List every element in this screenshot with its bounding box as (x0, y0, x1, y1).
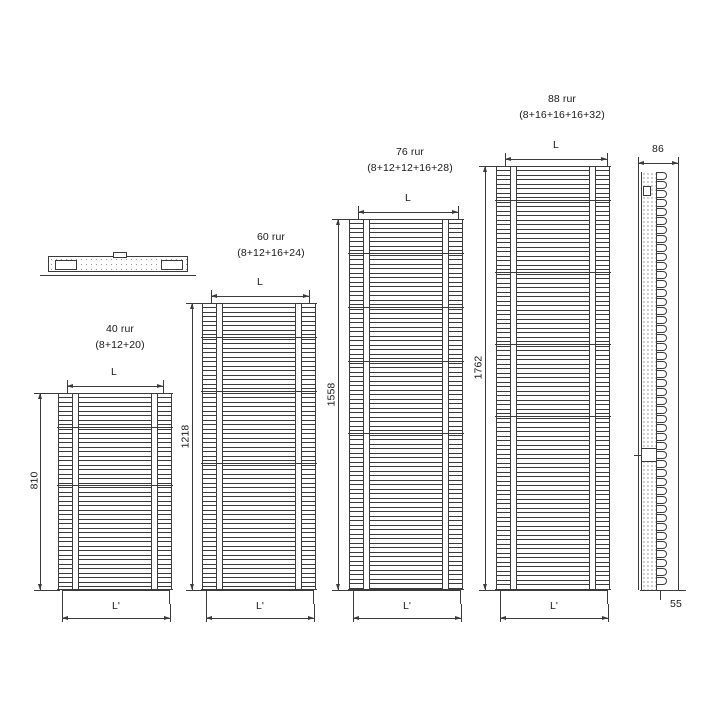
variant-88-width-dim-line (505, 159, 607, 160)
section-tube-profile (657, 514, 667, 522)
radiator-60-rail-right (295, 303, 302, 590)
section-tube-profile (657, 316, 667, 324)
plan-baseline (40, 275, 196, 276)
section-tube-profile (657, 208, 667, 216)
section-valve-block (641, 448, 657, 462)
radiator-40-break-1 (57, 427, 173, 428)
radiator-88-break-3 (495, 344, 611, 345)
radiator-76-break-3 (348, 361, 464, 362)
section-right-extent (678, 166, 679, 590)
variant-40-base-label: L' (111, 600, 121, 612)
radiator-76 (349, 219, 463, 590)
plan-inner-right (161, 260, 183, 270)
variant-40-base-ext-right (170, 604, 171, 622)
section-tube-profile (657, 532, 667, 540)
section-tube-profile (657, 397, 667, 405)
radiator-40-cap-top (57, 393, 173, 394)
variant-76-base-ext-right (461, 604, 462, 622)
variant-88-base-ext-right (608, 604, 609, 622)
radiator-60-break-3 (201, 463, 317, 464)
variant-76-tubes-label: 76 rur (395, 146, 425, 158)
radiator-40-rail-left (72, 393, 79, 590)
variant-88-base-ext-left (500, 604, 501, 622)
section-bottom-dim-line (660, 590, 661, 600)
radiator-60-break-1 (201, 337, 317, 338)
section-depth-label: 86 (652, 143, 664, 155)
radiator-88-rail-right (589, 166, 596, 590)
radiator-60 (202, 303, 316, 590)
section-tube-profile (657, 343, 667, 351)
radiator-88-break-1 (495, 200, 611, 201)
variant-60-height-ext-top (186, 303, 210, 304)
section-tube-profiles (657, 172, 671, 590)
section-tube-profile (657, 181, 667, 189)
radiator-76-break-2 (348, 307, 464, 308)
section-tube-profile (657, 541, 667, 549)
section-left-extent (638, 166, 639, 590)
section-tube-profile (657, 478, 667, 486)
variant-60-width-label: L (257, 276, 263, 288)
radiator-88 (496, 166, 610, 590)
section-tube-profile (657, 190, 667, 198)
variant-40-height-ext-top (34, 393, 60, 394)
variant-88-tubes-label: 88 rur (547, 93, 577, 105)
section-tube-profile (657, 244, 667, 252)
section-tube-profile (657, 442, 667, 450)
section-tube-profile (657, 433, 667, 441)
section-tube-profile (657, 361, 667, 369)
variant-76-base-dim-line (353, 618, 461, 619)
variant-40-width-dim-line (67, 386, 163, 387)
section-tube-profile (657, 505, 667, 513)
variant-40-height-dim-line (40, 393, 41, 590)
radiator-40-rail-right (151, 393, 158, 590)
variant-76-height-dim-line (338, 219, 339, 590)
section-tube-profile (657, 199, 667, 207)
variant-40-height-ext-bottom (34, 590, 60, 591)
section-tube-profile (657, 298, 667, 306)
section-valve-leader (634, 455, 642, 456)
section-tube-profile (657, 496, 667, 504)
variant-76-width-label: L (405, 192, 411, 204)
section-tube-profile (657, 406, 667, 414)
variant-40-base-ext-left (62, 604, 63, 622)
variant-40-height-label: 810 (28, 471, 41, 490)
variant-76-base-label: L' (402, 600, 412, 612)
radiator-88-rail-left (510, 166, 517, 590)
variant-60-height-dim-line (192, 303, 193, 590)
section-tube-profile (657, 487, 667, 495)
variant-76-base-ext-left (353, 604, 354, 622)
variant-60-base-ext-right (314, 604, 315, 622)
section-tube-profile (657, 451, 667, 459)
variant-60-base-label: L' (255, 600, 265, 612)
variant-40-width-label: L (111, 366, 117, 378)
variant-88-width-label: L (553, 139, 559, 151)
radiator-76-cap-top (348, 219, 464, 220)
radiator-88-break-2 (495, 272, 611, 273)
section-bottom-label: 55 (670, 598, 682, 610)
variant-60-base-dim-line (206, 618, 314, 619)
section-tube-profile (657, 460, 667, 468)
variant-60-base-ext-left (206, 604, 207, 622)
radiator-76-break-1 (348, 253, 464, 254)
section-tube-profile (657, 226, 667, 234)
variant-88-base-label: L' (549, 600, 559, 612)
variant-76-height-ext-top (332, 219, 357, 220)
section-tube-profile (657, 172, 667, 180)
section-tube-profile (657, 568, 667, 576)
section-tube-profile (657, 325, 667, 333)
section-body (641, 172, 657, 590)
section-tube-profile (657, 370, 667, 378)
variant-88-height-dim-line (485, 166, 486, 590)
radiator-60-rail-left (216, 303, 223, 590)
radiator-76-rail-right (442, 219, 449, 590)
section-tube-profile (657, 271, 667, 279)
section-tube-profile (657, 577, 667, 585)
variant-88-base-dim-line (500, 618, 608, 619)
radiator-60-cap-top (201, 303, 317, 304)
section-tube-profile (657, 280, 667, 288)
section-bottom-ext (640, 590, 686, 591)
section-top-connector (643, 186, 651, 196)
variant-60-height-label: 1218 (179, 424, 192, 449)
section-tube-profile (657, 235, 667, 243)
section-tube-profile (657, 469, 667, 477)
section-tube-profile (657, 415, 667, 423)
variant-88-height-ext-top (479, 166, 504, 167)
section-tube-profile (657, 307, 667, 315)
section-tube-profile (657, 388, 667, 396)
radiator-88-cap-top (495, 166, 611, 167)
plan-nipple (113, 252, 127, 258)
variant-40-base-dim-line (62, 618, 170, 619)
section-tube-profile (657, 559, 667, 567)
variant-60-tubes-label: 60 rur (256, 231, 286, 243)
radiator-88-break-4 (495, 416, 611, 417)
variant-40-formula-label: (8+12+20) (95, 339, 145, 351)
section-tube-profile (657, 523, 667, 531)
section-tube-profile (657, 424, 667, 432)
plan-inner-left (55, 260, 77, 270)
variant-60-formula-label: (8+12+16+24) (237, 247, 305, 259)
section-tube-profile (657, 217, 667, 225)
variant-40-tubes-label: 40 rur (105, 323, 135, 335)
variant-76-formula-label: (8+12+12+16+28) (367, 162, 453, 174)
section-tube-profile (657, 289, 667, 297)
radiator-40-break-2 (57, 485, 173, 486)
section-tube-profile (657, 550, 667, 558)
variant-88-height-label: 1762 (472, 355, 485, 380)
radiator-76-break-4 (348, 433, 464, 434)
variant-76-height-label: 1558 (325, 382, 338, 407)
section-tube-profile (657, 352, 667, 360)
radiator-40 (58, 393, 172, 590)
variant-60-width-dim-line (211, 296, 309, 297)
top-plan-view (48, 256, 188, 272)
section-tube-profile (657, 262, 667, 270)
section-tube-profile (657, 253, 667, 261)
radiator-60-break-2 (201, 391, 317, 392)
variant-88-formula-label: (8+16+16+16+32) (519, 109, 605, 121)
section-tube-profile (657, 379, 667, 387)
radiator-76-rail-left (363, 219, 370, 590)
variant-76-width-dim-line (358, 212, 458, 213)
section-tube-profile (657, 334, 667, 342)
